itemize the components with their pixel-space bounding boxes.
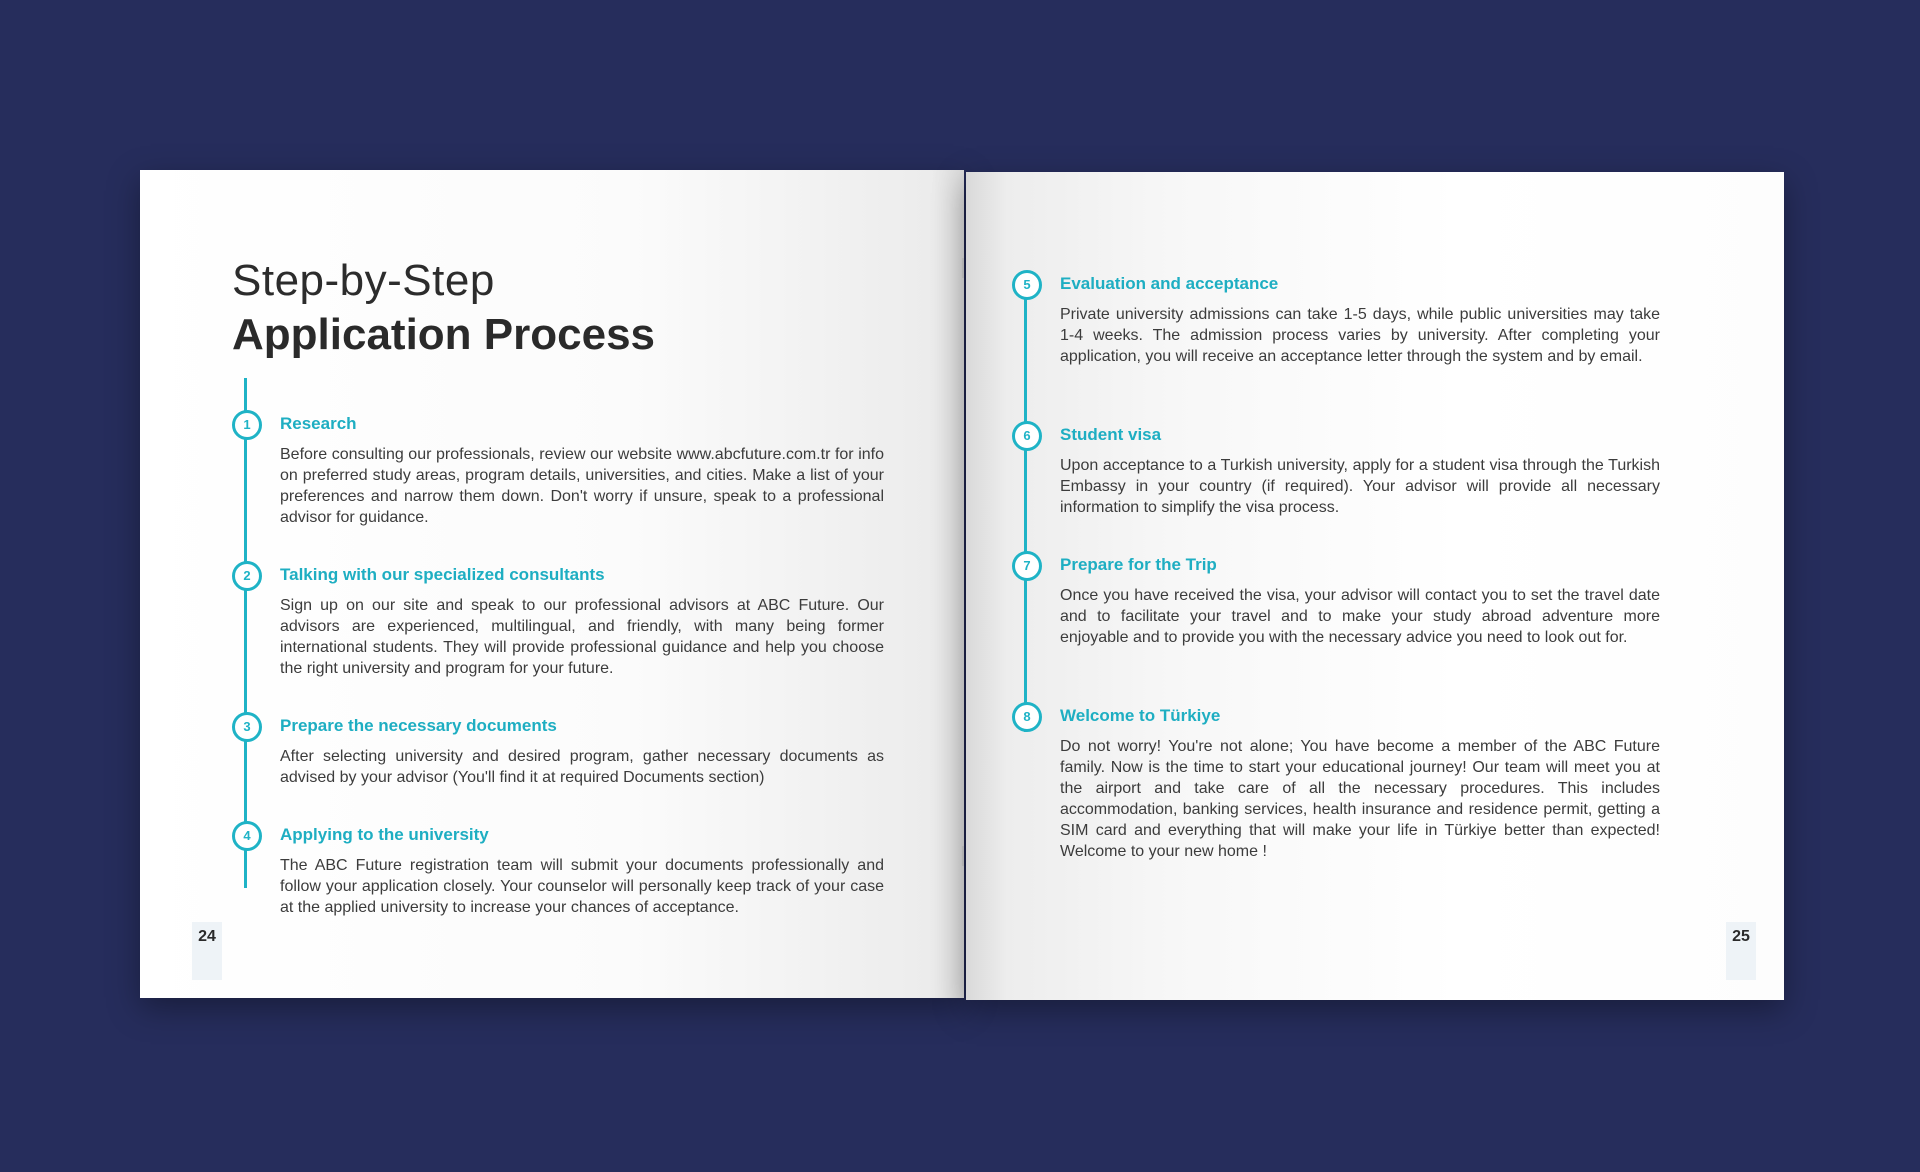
step-body: Sign up on our site and speak to our professional advisors at ABC Future. Our advisors are experienced, multilingual, and friendly, with many being former international students. They will provide professional guidance and help you choose the right university and program for your future. xyxy=(280,597,884,677)
page-title xyxy=(232,254,655,362)
step-number-badge: 5 xyxy=(1012,270,1042,300)
step-heading: Talking with our specialized consultants xyxy=(280,565,605,584)
page-number-right: 25 xyxy=(1726,922,1756,980)
step-number-badge: 7 xyxy=(1012,551,1042,581)
step-body: Once you have received the visa, your advisor will contact you to set the travel date and to facilitate your travel and to make your study abroad adventure more enjoyable and to provide you with the necessary advice you need to look out for. xyxy=(1060,587,1660,646)
step-heading: Applying to the university xyxy=(280,825,489,844)
step-number-badge: 2 xyxy=(232,561,262,591)
step-number-badge: 8 xyxy=(1012,702,1042,732)
step-number-badge: 3 xyxy=(232,712,262,742)
step-heading: Research xyxy=(280,414,357,433)
title-line-1: Step-by-Step xyxy=(232,256,495,305)
step-number-badge: 1 xyxy=(232,410,262,440)
page-number-left: 24 xyxy=(192,922,222,980)
title-line-2: Application Process xyxy=(232,310,656,359)
step-body: The ABC Future registration team will submit your documents professionally and follow your application closely. Your counselor will personally keep track of your case at the applied university to increase your chances of acceptance. xyxy=(280,857,884,916)
step-number-badge: 4 xyxy=(232,821,262,851)
step-body: After selecting university and desired program, gather necessary documents as advised by your advisor (You'll find it at required Documents section) xyxy=(280,748,884,786)
timeline-line-right xyxy=(1024,276,1027,732)
brochure-spread xyxy=(140,170,1784,998)
step-heading: Student visa xyxy=(1060,425,1162,444)
step-heading: Evaluation and acceptance xyxy=(1060,274,1279,293)
right-page xyxy=(966,172,1784,1000)
step-body: Private university admissions can take 1-5 days, while public universities may take 1-4 weeks. The admission process varies by university. After completing your application, you will receive an acceptance letter through the system and by email. xyxy=(1060,306,1660,365)
timeline-line-left xyxy=(244,378,247,888)
step-heading: Prepare the necessary documents xyxy=(280,716,557,735)
step-body: Do not worry! You're not alone; You have become a member of the ABC Future family. Now is the time to start your educational journey! Our team will meet you at the airport and take care of all the necessary procedures. This includes accommodation, banking services, health insurance and residence permit, getting a SIM card and everything that will make your life in Türkiye better than expected! Welcome to your new home ! xyxy=(1060,738,1660,860)
step-heading: Prepare for the Trip xyxy=(1060,555,1217,574)
left-page xyxy=(140,170,964,998)
step-body: Before consulting our professionals, review our website www.abcfuture.com.tr for info on preferred study areas, program details, universities, and cities. Make a list of your preferences and narrow them down. Don't worry if unsure, speak to a professional advisor for guidance. xyxy=(280,446,884,526)
step-body: Upon acceptance to a Turkish university, apply for a student visa through the Turkish Embassy in your country (if required). Your advisor will provide all necessary information to simplify the visa process. xyxy=(1060,457,1660,516)
step-number-badge: 6 xyxy=(1012,421,1042,451)
step-heading: Welcome to Türkiye xyxy=(1060,706,1221,725)
